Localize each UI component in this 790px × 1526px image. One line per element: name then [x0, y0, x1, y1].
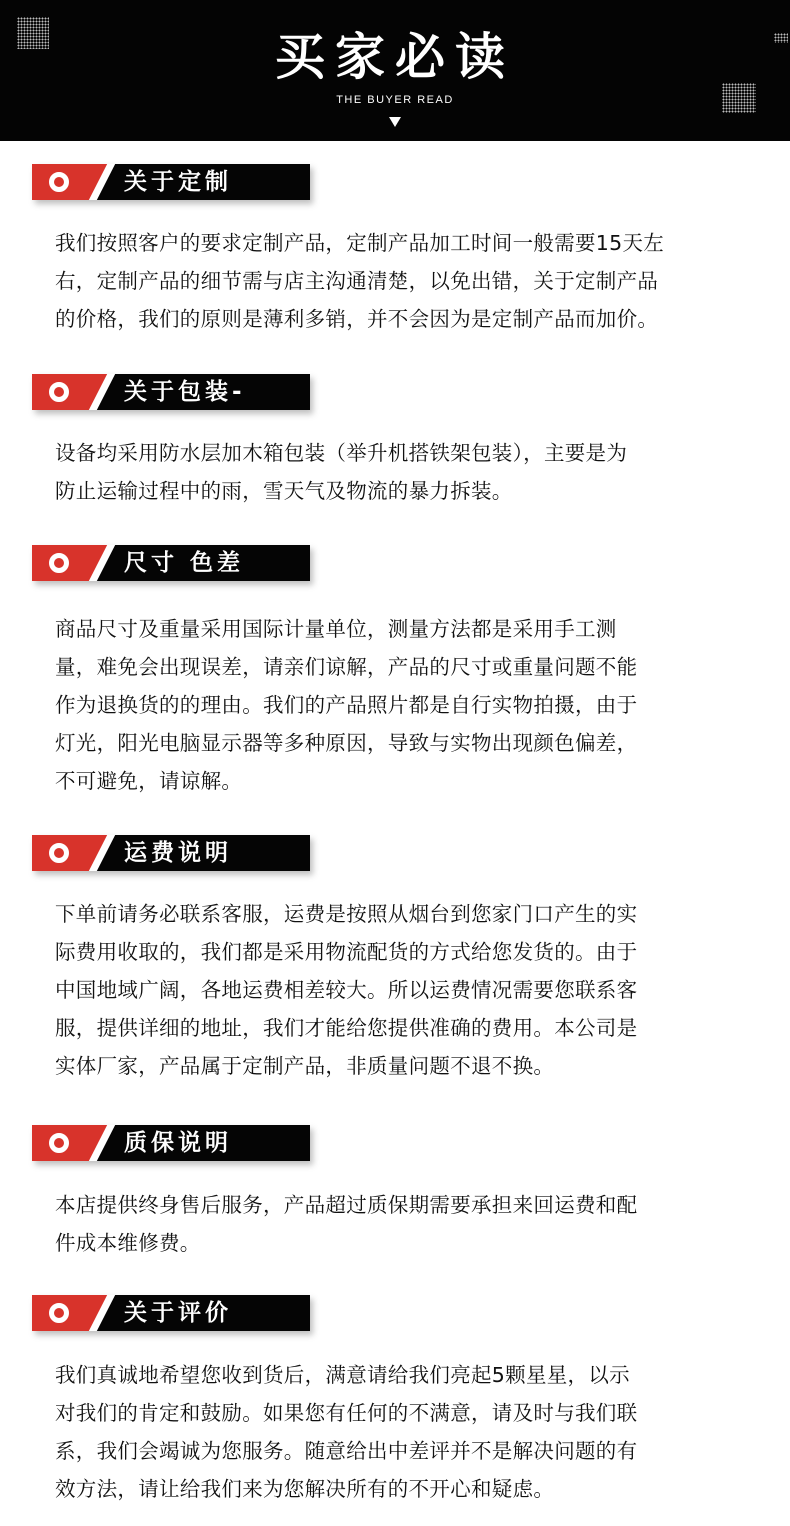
body-line: 量，难免会出现误差，请亲们谅解，产品的尺寸或重量问题不能 [55, 655, 638, 679]
section-header-shipping [32, 835, 310, 871]
section-body-size-color [55, 610, 755, 800]
body-line: 右，定制产品的细节需与店主沟通清楚，以免出错，关于定制产品 [55, 269, 659, 293]
section-body-reviews [55, 1356, 755, 1508]
section-header-packaging [32, 374, 310, 410]
ring-icon [49, 843, 69, 863]
body-line: 灯光，阳光电脑显示器等多种原因，导致与实物出现颜色偏差， [55, 731, 638, 755]
body-line: 下单前请务必联系客服，运费是按照从烟台到您家门口产生的实 [55, 902, 638, 926]
section-title: 关于评价 [124, 1300, 232, 1326]
ring-icon [49, 382, 69, 402]
body-line: 际费用收取的，我们都是采用物流配货的方式给您发货的。由于 [55, 940, 638, 964]
body-line: 不可避免，请谅解。 [55, 769, 243, 793]
body-line: 商品尺寸及重量采用国际计量单位，测量方法都是采用手工测 [55, 617, 617, 641]
body-line: 本店提供终身售后服务，产品超过质保期需要承担来回运费和配 [55, 1193, 638, 1217]
down-arrow-icon [389, 117, 401, 127]
section-header-warranty [32, 1125, 310, 1161]
section-title: 质保说明 [124, 1130, 232, 1156]
section-body-shipping [55, 895, 755, 1085]
body-line: 防止运输过程中的雨，雪天气及物流的暴力拆装。 [55, 479, 513, 503]
ring-icon [49, 1133, 69, 1153]
section-title: 关于定制 [124, 169, 232, 195]
section-body-packaging [55, 434, 755, 510]
body-line: 作为退换货的的理由。我们的产品照片都是自行实物拍摄，由于 [55, 693, 638, 717]
body-line: 系，我们会竭诚为您服务。随意给出中差评并不是解决问题的有 [55, 1439, 638, 1463]
section-title: 运费说明 [124, 840, 232, 866]
body-line: 服，提供详细的地址，我们才能给您提供准确的费用。本公司是 [55, 1016, 638, 1040]
section-title: 关于包装- [124, 379, 246, 405]
ring-icon [49, 1303, 69, 1323]
ring-icon [49, 553, 69, 573]
buyer-read-banner [0, 0, 790, 141]
section-header-custom [32, 164, 310, 200]
body-line: 设备均采用防水层加木箱包装（举升机搭铁架包装），主要是为 [55, 441, 628, 465]
body-line: 我们真诚地希望您收到货后，满意请给我们亮起5颗星星，以示 [55, 1363, 630, 1387]
body-line: 实体厂家，产品属于定制产品，非质量问题不退不换。 [55, 1054, 555, 1078]
banner-title: 买家必读 [275, 28, 515, 86]
ring-icon [49, 172, 69, 192]
section-title: 尺寸 色差 [124, 550, 245, 576]
body-line: 中国地域广阔，各地运费相差较大。所以运费情况需要您联系客 [55, 978, 638, 1002]
section-header-size-color [32, 545, 310, 581]
banner-subtitle: THE BUYER READ [336, 94, 454, 106]
section-body-custom [55, 224, 755, 338]
section-header-reviews [32, 1295, 310, 1331]
body-line: 的价格，我们的原则是薄利多销，并不会因为是定制产品而加价。 [55, 307, 659, 331]
body-line: 效方法，请让给我们来为您解决所有的不开心和疑虑。 [55, 1477, 555, 1501]
body-line: 件成本维修费。 [55, 1231, 201, 1255]
body-line: 我们按照客户的要求定制产品，定制产品加工时间一般需要15天左 [55, 231, 665, 255]
section-body-warranty [55, 1186, 755, 1262]
body-line: 对我们的肯定和鼓励。如果您有任何的不满意，请及时与我们联 [55, 1401, 638, 1425]
